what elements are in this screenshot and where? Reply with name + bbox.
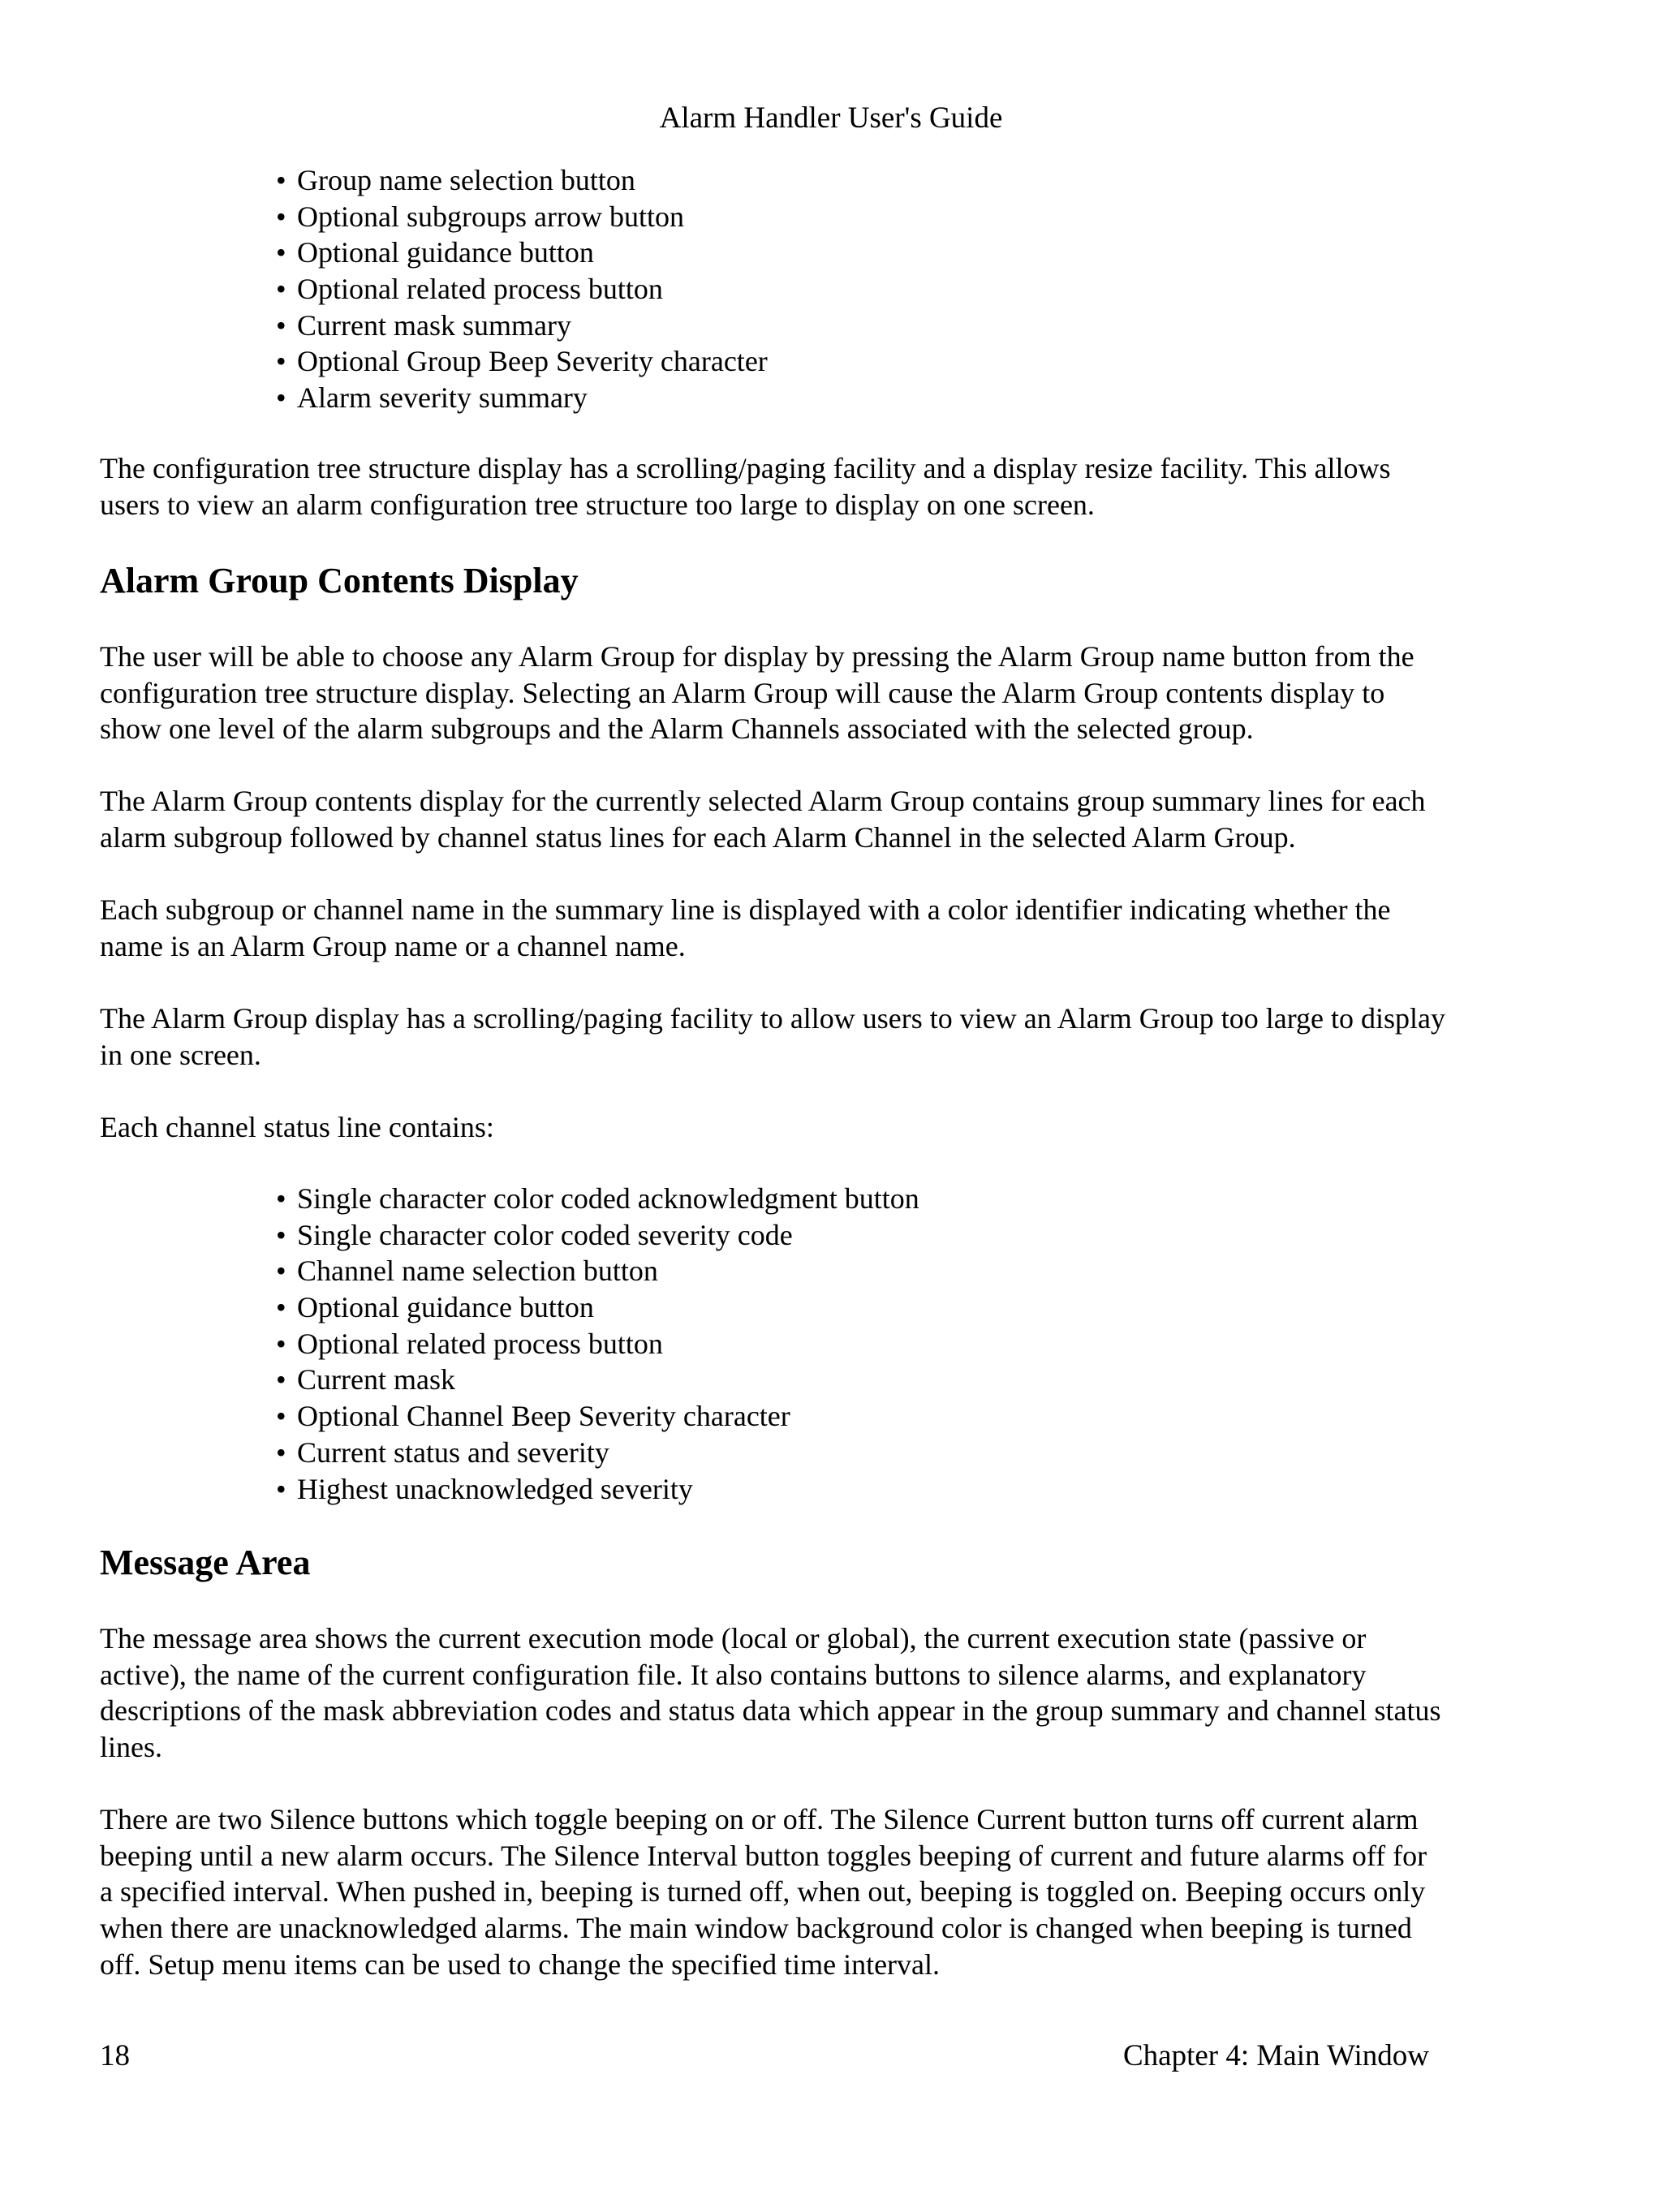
list-item: • Current mask summary <box>276 308 768 344</box>
list-item: • Optional Channel Beep Severity character <box>276 1398 919 1435</box>
group-summary-bullet-list <box>276 162 768 416</box>
bullet-icon: • <box>276 1472 286 1505</box>
list-item: • Current mask <box>276 1362 919 1398</box>
list-item: • Optional Group Beep Severity character <box>276 343 768 380</box>
bullet-icon: • <box>276 1291 286 1324</box>
bullet-icon: • <box>276 236 286 269</box>
bullet-icon: • <box>276 308 286 342</box>
paragraph-choose-group: The user will be able to choose any Alarm Group for display by pressing the Alarm Group name button from the configuration tree structure display. Selecting an Alarm Group will cause the Alarm Group contents display to show one level of the alarm subgroups and the Alarm Channels associated with the selected group. <box>100 640 1414 746</box>
list-item: • Single character color coded acknowledgment button <box>276 1181 919 1217</box>
channel-status-bullet-list <box>276 1181 919 1507</box>
section-heading-group-contents: Alarm Group Contents Display <box>100 561 579 600</box>
paragraph-silence-buttons: There are two Silence buttons which toggle beeping on or off. The Silence Current button turns off current alarm beeping until a new alarm occurs. The Silence Interval button toggles beeping of current and future alarms off for a specified interval. When pushed in, beeping is turned off, when out, beeping is toggled on. Beeping occurs only when there are unacknowledged alarms. The main window background color is changed when beeping is turned off. Setup menu items can be used to change the specified time interval. <box>100 1803 1427 1981</box>
bullet-icon: • <box>276 273 286 306</box>
list-item: • Single character color coded severity code <box>276 1217 919 1254</box>
list-item: • Channel name selection button <box>276 1253 919 1289</box>
bullet-icon: • <box>276 1363 286 1396</box>
list-item: • Current status and severity <box>276 1435 919 1471</box>
list-item: • Optional related process button <box>276 1326 919 1362</box>
paragraph-message-area: The message area shows the current execution mode (local or global), the current execution state (passive or active), the name of the current configuration file. It also contains buttons to silence alarms, and explanatory descriptions of the mask abbreviation codes and status data which appear in the group summary and channel status lines. <box>100 1622 1441 1764</box>
bullet-icon: • <box>276 1182 286 1215</box>
list-item: • Group name selection button <box>276 162 768 199</box>
paragraph-color-identifier: Each subgroup or channel name in the summary line is displayed with a color identifier indicating whether the name is an Alarm Group name or a channel name. <box>100 893 1391 962</box>
chapter-footer: Chapter 4: Main Window <box>1122 2039 1429 2072</box>
section-heading-message-area: Message Area <box>100 1543 311 1582</box>
list-item: • Optional guidance button <box>276 1289 919 1326</box>
running-header: Alarm Handler User's Guide <box>659 101 1003 135</box>
list-item: • Optional subgroups arrow button <box>276 199 768 235</box>
bullet-icon: • <box>276 381 286 415</box>
list-item: • Optional related process button <box>276 271 768 308</box>
paragraph-channel-status-intro: Each channel status line contains: <box>100 1111 494 1143</box>
list-item: • Alarm severity summary <box>276 380 768 416</box>
paragraph-tree-scrolling: The configuration tree structure display has a scrolling/paging facility and a display resize facility. This allows users to view an alarm configuration tree structure too large to display on one screen. <box>100 452 1391 521</box>
page-number: 18 <box>100 2039 130 2072</box>
list-item: • Highest unacknowledged severity <box>276 1471 919 1508</box>
bullet-icon: • <box>276 1435 286 1469</box>
bullet-icon: • <box>276 1218 286 1251</box>
paragraph-scrolling: The Alarm Group display has a scrolling/paging facility to allow users to view an Alarm Group too large to display in one screen. <box>100 1002 1446 1071</box>
bullet-icon: • <box>276 345 286 378</box>
bullet-icon: • <box>276 1400 286 1433</box>
paragraph-group-contents: The Alarm Group contents display for the currently selected Alarm Group contains group summary lines for each alarm subgroup followed by channel status lines for each Alarm Channel in the selected Alarm Group. <box>100 785 1426 854</box>
list-item: • Optional guidance button <box>276 235 768 271</box>
bullet-icon: • <box>276 200 286 233</box>
bullet-icon: • <box>276 1327 286 1360</box>
bullet-icon: • <box>276 164 286 196</box>
bullet-icon: • <box>276 1254 286 1288</box>
